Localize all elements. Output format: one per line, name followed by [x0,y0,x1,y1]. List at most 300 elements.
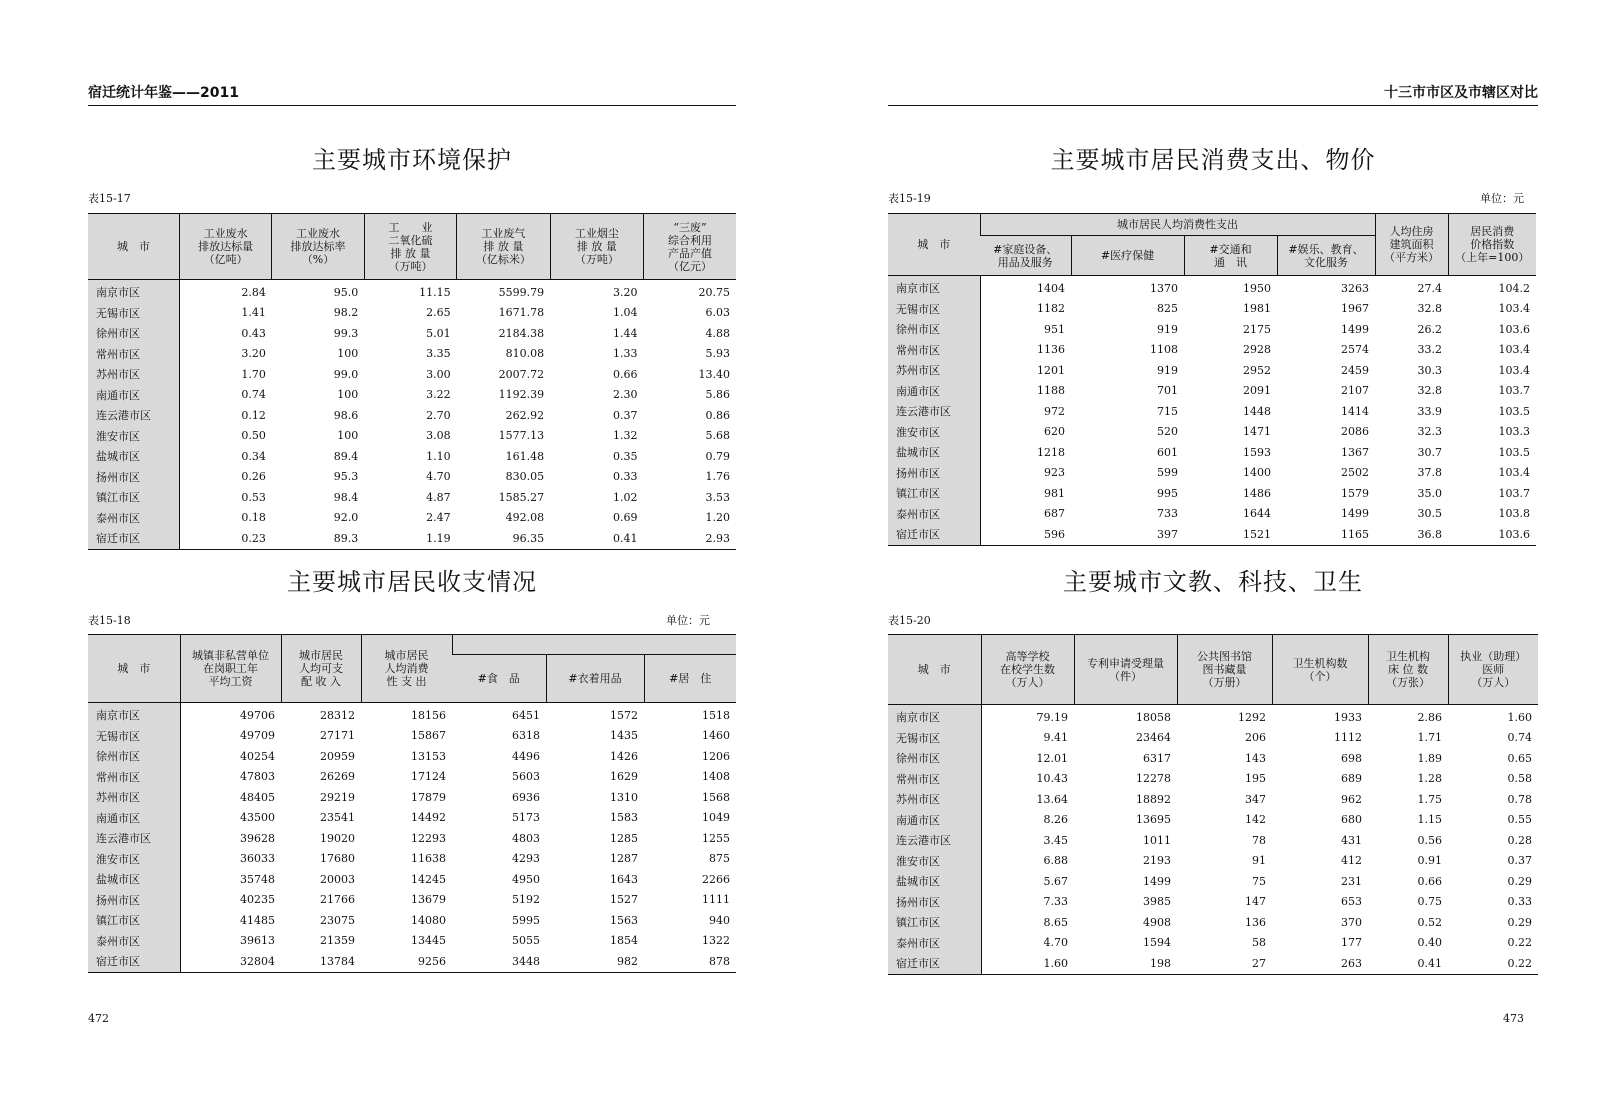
row-city: 淮安市区 [88,426,179,447]
header-city: 城 市 [88,635,180,703]
table-cell: 0.12 [241,408,266,422]
table-row [888,442,1536,463]
table-cell: 1643 [610,872,638,886]
header-students: 高等学校 在校学生数 （万人） [981,635,1074,705]
table-cell: 4908 [1143,915,1171,929]
table-cell: 79.19 [1036,710,1068,724]
row-city: 连云港市区 [88,828,180,849]
header-dust: 工业烟尘 排 放 量 （万吨） [550,214,643,280]
table-cell: 0.79 [705,449,730,463]
row-city: 徐州市区 [88,323,179,344]
table-cell: 3.53 [705,490,730,504]
table-cell: 6936 [512,790,540,804]
table-row [88,767,736,788]
row-city: 常州市区 [88,767,180,788]
table-15-20 [888,634,1538,975]
table-cell: 919 [1157,322,1178,336]
table-cell: 103.8 [1498,507,1530,521]
table-cell: 23075 [320,913,355,927]
table-cell: 27 [1252,956,1266,970]
table-cell: 231 [1341,874,1362,888]
table-cell: 972 [1044,404,1065,418]
table-cell: 36033 [240,852,275,866]
table-row [88,405,736,426]
table-cell: 1572 [610,708,638,722]
table-cell: 1967 [1341,302,1369,316]
table-cell: 99.3 [333,326,359,340]
table-cell: 1426 [610,749,638,763]
table-cell: 103.7 [1498,486,1530,500]
table-cell: 1255 [702,831,730,845]
table-cell: 6.88 [1043,854,1068,868]
table-cell: 39613 [240,934,275,948]
row-city: 镇江市区 [888,483,980,504]
header-disposable-income: 城市居民 人均可支 配 收 入 [281,635,361,703]
table-cell: 1367 [1341,445,1369,459]
table-cell: 982 [617,954,638,968]
table-cell: 2.30 [613,388,638,402]
table-cell: 3.00 [426,367,451,381]
table-cell: 48405 [240,790,275,804]
table-cell: 6451 [512,708,540,722]
table-cell: 620 [1044,425,1065,439]
row-city: 徐州市区 [888,319,980,340]
table-cell: 1049 [702,811,730,825]
table-cell: 520 [1157,425,1178,439]
row-city: 扬州市区 [88,467,179,488]
table-cell: 1218 [1037,445,1065,459]
header-city: 城 市 [88,214,179,280]
table-cell: 1435 [610,729,638,743]
table-cell: 89.3 [333,531,359,545]
table-cell: 3.20 [241,347,266,361]
table-cell: 143 [1245,751,1266,765]
table-row [888,953,1538,974]
table-cell: 103.4 [1498,363,1530,377]
row-city: 无锡市区 [888,728,981,749]
row-city: 淮安市区 [88,849,180,870]
table-cell: 680 [1341,813,1362,827]
row-city: 镇江市区 [88,910,180,931]
table-cell: 1486 [1243,486,1271,500]
table-cell: 103.4 [1498,466,1530,480]
table-cell: 370 [1341,915,1362,929]
table-row [88,828,736,849]
table-cell: 596 [1044,527,1065,541]
table-row [888,851,1538,872]
table-cell: 23541 [320,811,355,825]
table-cell: 4.88 [705,326,730,340]
table-cell: 601 [1157,445,1178,459]
table-cell: 95.3 [333,470,359,484]
table-cell: 1.20 [705,511,730,525]
table-cell: 7.33 [1043,895,1068,909]
table-row [888,463,1536,484]
table-cell: 1521 [1243,527,1271,541]
row-city: 盐城市区 [88,869,180,890]
table-cell: 1577.13 [498,429,545,443]
header-clothing: #衣着用品 [546,655,644,703]
table-cell: 17124 [411,770,446,784]
row-city: 连云港市区 [888,401,980,422]
header-rule [88,105,736,106]
table-cell: 1981 [1243,302,1271,316]
table-cell: 161.48 [505,449,545,463]
table-cell: 1568 [702,790,730,804]
table-cell: 75 [1252,874,1266,888]
table-row [88,344,736,365]
table-cell: 9256 [418,954,446,968]
table-row [888,504,1536,525]
table-cell: 2.84 [241,285,266,299]
table-cell: 830.05 [505,470,545,484]
table-cell: 13.40 [698,367,730,381]
header-housing: #居 住 [644,655,736,703]
table-cell: 0.43 [241,326,266,340]
table-cell: 1644 [1243,507,1271,521]
table-row [888,276,1536,299]
table-cell: 11.15 [419,285,451,299]
table-cell: 29219 [320,790,355,804]
table-cell: 14245 [411,872,446,886]
table-cell: 1.28 [1417,772,1442,786]
table-cell: 698 [1341,751,1362,765]
table-row [88,869,736,890]
table-cell: 0.56 [1417,833,1442,847]
row-city: 徐州市区 [88,746,180,767]
row-city: 泰州市区 [88,931,180,952]
table-cell: 1310 [610,790,638,804]
table-cell: 1.41 [241,306,266,320]
table-row [888,769,1538,790]
table-cell: 0.22 [1507,956,1532,970]
row-city: 常州市区 [888,769,981,790]
table-cell: 0.86 [705,408,730,422]
table-cell: 20959 [320,749,355,763]
header-transport: #交通和 通 讯 [1184,236,1277,276]
table-row [888,340,1536,361]
table-cell: 2502 [1341,466,1369,480]
table-cell: 206 [1245,731,1266,745]
table-cell: 33.2 [1417,343,1442,357]
table-row [888,728,1538,749]
table-cell: 6317 [1143,751,1171,765]
header-wastewater-volume: 工业废水 排放达标量 （亿吨） [179,214,271,280]
table-cell: 1400 [1243,466,1271,480]
table-15-19-number: 表15-19 [888,192,931,205]
row-city: 盐城市区 [888,871,981,892]
table-cell: 12278 [1136,772,1171,786]
header-cpi: 居民消费 价格指数 （上年=100） [1448,214,1536,276]
row-city: 南京市区 [888,276,980,299]
table-row [88,849,736,870]
row-city: 宿迁市区 [888,524,980,545]
table-cell: 177 [1341,936,1362,950]
row-city: 常州市区 [888,340,980,361]
table-cell: 1292 [1238,710,1266,724]
table-cell: 3.35 [426,347,451,361]
table-cell: 1585.27 [498,490,545,504]
row-city: 扬州市区 [888,892,981,913]
table-row [888,360,1536,381]
table-cell: 13784 [320,954,355,968]
table-cell: 1188 [1037,384,1065,398]
header-consumption-group: 城市居民人均消费性支出 [980,214,1375,236]
table-row [888,319,1536,340]
table-cell: 13695 [1136,813,1171,827]
table-cell: 0.37 [613,408,638,422]
table-cell: 5.86 [705,388,730,402]
table-cell: 0.55 [1507,813,1532,827]
table-cell: 825 [1157,302,1178,316]
right-page [888,0,1538,1099]
table-15-17 [88,213,736,550]
table-row [88,910,736,931]
table-cell: 4.70 [426,470,451,484]
table-row [888,892,1538,913]
table-cell: 0.52 [1417,915,1442,929]
table-cell: 0.69 [613,511,638,525]
table-cell: 18156 [411,708,446,722]
row-city: 无锡市区 [888,299,980,320]
table-cell: 103.3 [1498,425,1530,439]
table-row [888,422,1536,443]
table-cell: 20.75 [698,285,730,299]
table-cell: 0.75 [1417,895,1442,909]
row-city: 苏州市区 [888,789,981,810]
table-cell: 2091 [1243,384,1271,398]
table-cell: 98.6 [333,408,359,422]
table-cell: 0.18 [241,511,266,525]
table-cell: 1471 [1243,425,1271,439]
table-cell: 919 [1157,363,1178,377]
page-number-left: 472 [88,1012,109,1025]
table-row [88,951,736,972]
table-cell: 32.3 [1417,425,1442,439]
table-cell: 39628 [240,831,275,845]
row-city: 宿迁市区 [88,528,179,549]
table-cell: 100 [337,347,359,361]
header-patents: 专利申请受理量 （件） [1074,635,1177,705]
table-cell: 103.4 [1498,343,1530,357]
header-consumption: 城市居民 人均消费 性 支 出 [361,635,452,703]
table-cell: 1285 [610,831,638,845]
table-cell: 347 [1245,792,1266,806]
header-housing-area: 人均住房 建筑面积 （平方米） [1375,214,1448,276]
table-cell: 30.7 [1417,445,1442,459]
table-cell: 8.26 [1043,813,1068,827]
table-cell: 5995 [512,913,540,927]
header-library: 公共图书馆 图书藏量 （万册） [1177,635,1272,705]
table-cell: 92.0 [333,511,359,525]
table-cell: 30.5 [1417,507,1442,521]
table-cell: 13445 [411,934,446,948]
table-row [88,787,736,808]
table-cell: 0.40 [1417,936,1442,950]
table-cell: 0.66 [613,367,638,381]
table-cell: 0.58 [1507,772,1532,786]
table-row [88,508,736,529]
header-doctors: 执业（助理） 医师 （万人） [1448,635,1538,705]
table-cell: 26269 [320,770,355,784]
table-cell: 2.86 [1417,710,1442,724]
table-cell: 5603 [512,770,540,784]
table-cell: 103.5 [1498,445,1530,459]
table-cell: 91 [1252,854,1266,868]
table-cell: 1.60 [1507,710,1532,724]
table-cell: 10.43 [1036,772,1068,786]
table-15-18-unit: 单位：元 [666,614,710,627]
table-cell: 14492 [411,811,446,825]
table-cell: 687 [1044,507,1065,521]
table-cell: 1527 [610,893,638,907]
table-cell: 810.08 [505,347,545,361]
table-cell: 99.0 [333,367,359,381]
table-cell: 1.89 [1417,751,1442,765]
table-cell: 96.35 [512,531,545,545]
table-row [888,748,1538,769]
row-city: 泰州市区 [888,933,981,954]
table-cell: 599 [1157,466,1178,480]
table-cell: 1.33 [613,347,638,361]
table-cell: 37.8 [1417,466,1442,480]
table-cell: 1.04 [613,306,638,320]
table-cell: 1593 [1243,445,1271,459]
table-row [888,810,1538,831]
row-city: 南通市区 [888,810,981,831]
table-cell: 995 [1157,486,1178,500]
table-cell: 36.8 [1417,527,1442,541]
table-cell: 2928 [1243,343,1271,357]
table-cell: 0.29 [1507,874,1532,888]
table-cell: 103.6 [1498,527,1530,541]
table-cell: 17879 [411,790,446,804]
table-cell: 12293 [411,831,446,845]
table-cell: 962 [1341,792,1362,806]
header-city: 城 市 [888,635,981,705]
table-cell: 4.70 [1043,936,1068,950]
table-cell: 2184.38 [498,326,545,340]
table-cell: 951 [1044,322,1065,336]
table-cell: 41485 [240,913,275,927]
table-cell: 13153 [411,749,446,763]
table-15-20-title: 主要城市文教、科技、卫生 [1063,568,1363,596]
table-cell: 2952 [1243,363,1271,377]
table-cell: 1192.39 [498,388,545,402]
table-cell: 32.8 [1417,384,1442,398]
table-row [88,746,736,767]
table-cell: 23464 [1136,731,1171,745]
table-row [88,703,736,726]
table-cell: 0.23 [241,531,266,545]
table-cell: 0.26 [241,470,266,484]
table-cell: 4803 [512,831,540,845]
table-cell: 18058 [1136,710,1171,724]
row-city: 镇江市区 [88,487,179,508]
table-cell: 2574 [1341,343,1369,357]
table-cell: 0.65 [1507,751,1532,765]
table-15-19-title: 主要城市居民消费支出、物价 [1050,146,1376,174]
table-cell: 1112 [1334,731,1362,745]
table-cell: 3.20 [613,285,638,299]
table-cell: 2007.72 [498,367,545,381]
table-cell: 1322 [702,934,730,948]
row-city: 南通市区 [88,385,179,406]
table-cell: 2193 [1143,854,1171,868]
table-15-19-unit: 单位：元 [1480,192,1524,205]
table-cell: 13.64 [1036,792,1068,806]
table-cell: 1933 [1334,710,1362,724]
running-head-left: 宿迁统计年鉴——2011 [88,85,239,101]
row-city: 泰州市区 [88,508,179,529]
header-avg-wage: 城镇非私营单位 在岗职工年 平均工资 [180,635,281,703]
table-cell: 1950 [1243,281,1271,295]
running-head-right: 十三市市区及市辖区对比 [1384,85,1538,101]
table-cell: 0.29 [1507,915,1532,929]
table-cell: 2.93 [705,531,730,545]
table-cell: 1.19 [426,531,451,545]
table-cell: 32804 [240,954,275,968]
table-cell: 0.37 [1507,854,1532,868]
table-cell: 15867 [411,729,446,743]
table-cell: 1.76 [705,470,730,484]
table-cell: 1287 [610,852,638,866]
header-household: #家庭设备、 用品及服务 [980,236,1071,276]
table-cell: 1.32 [613,429,638,443]
header-city: 城 市 [888,214,980,276]
row-city: 连云港市区 [888,830,981,851]
table-row [88,931,736,952]
row-city: 苏州市区 [88,364,179,385]
table-cell: 40254 [240,749,275,763]
table-cell: 0.74 [241,388,266,402]
row-city: 淮安市区 [888,422,980,443]
table-cell: 5599.79 [498,285,545,299]
table-cell: 5055 [512,934,540,948]
table-cell: 2.70 [426,408,451,422]
table-cell: 2107 [1341,384,1369,398]
header-medical: #医疗保健 [1071,236,1184,276]
header-waste-gas: 工业废气 排 放 量 （亿标米） [457,214,550,280]
table-cell: 13679 [411,893,446,907]
table-cell: 147 [1245,895,1266,909]
table-cell: 58 [1252,936,1266,950]
table-cell: 263 [1341,956,1362,970]
table-cell: 5.93 [705,347,730,361]
table-row [888,705,1538,728]
table-cell: 20003 [320,872,355,886]
table-row [88,323,736,344]
table-cell: 1206 [702,749,730,763]
table-cell: 3448 [512,954,540,968]
table-cell: 1.70 [241,367,266,381]
table-cell: 1108 [1150,343,1178,357]
table-cell: 733 [1157,507,1178,521]
table-cell: 1671.78 [498,306,545,320]
table-cell: 1629 [610,770,638,784]
row-city: 南通市区 [88,808,180,829]
table-cell: 2266 [702,872,730,886]
table-cell: 6318 [512,729,540,743]
table-cell: 981 [1044,486,1065,500]
row-city: 泰州市区 [888,504,980,525]
table-cell: 0.33 [613,470,638,484]
table-cell: 49706 [240,708,275,722]
table-cell: 104.2 [1498,281,1530,295]
table-15-17-title: 主要城市环境保护 [312,146,512,174]
table-cell: 1165 [1341,527,1369,541]
table-cell: 412 [1341,854,1362,868]
